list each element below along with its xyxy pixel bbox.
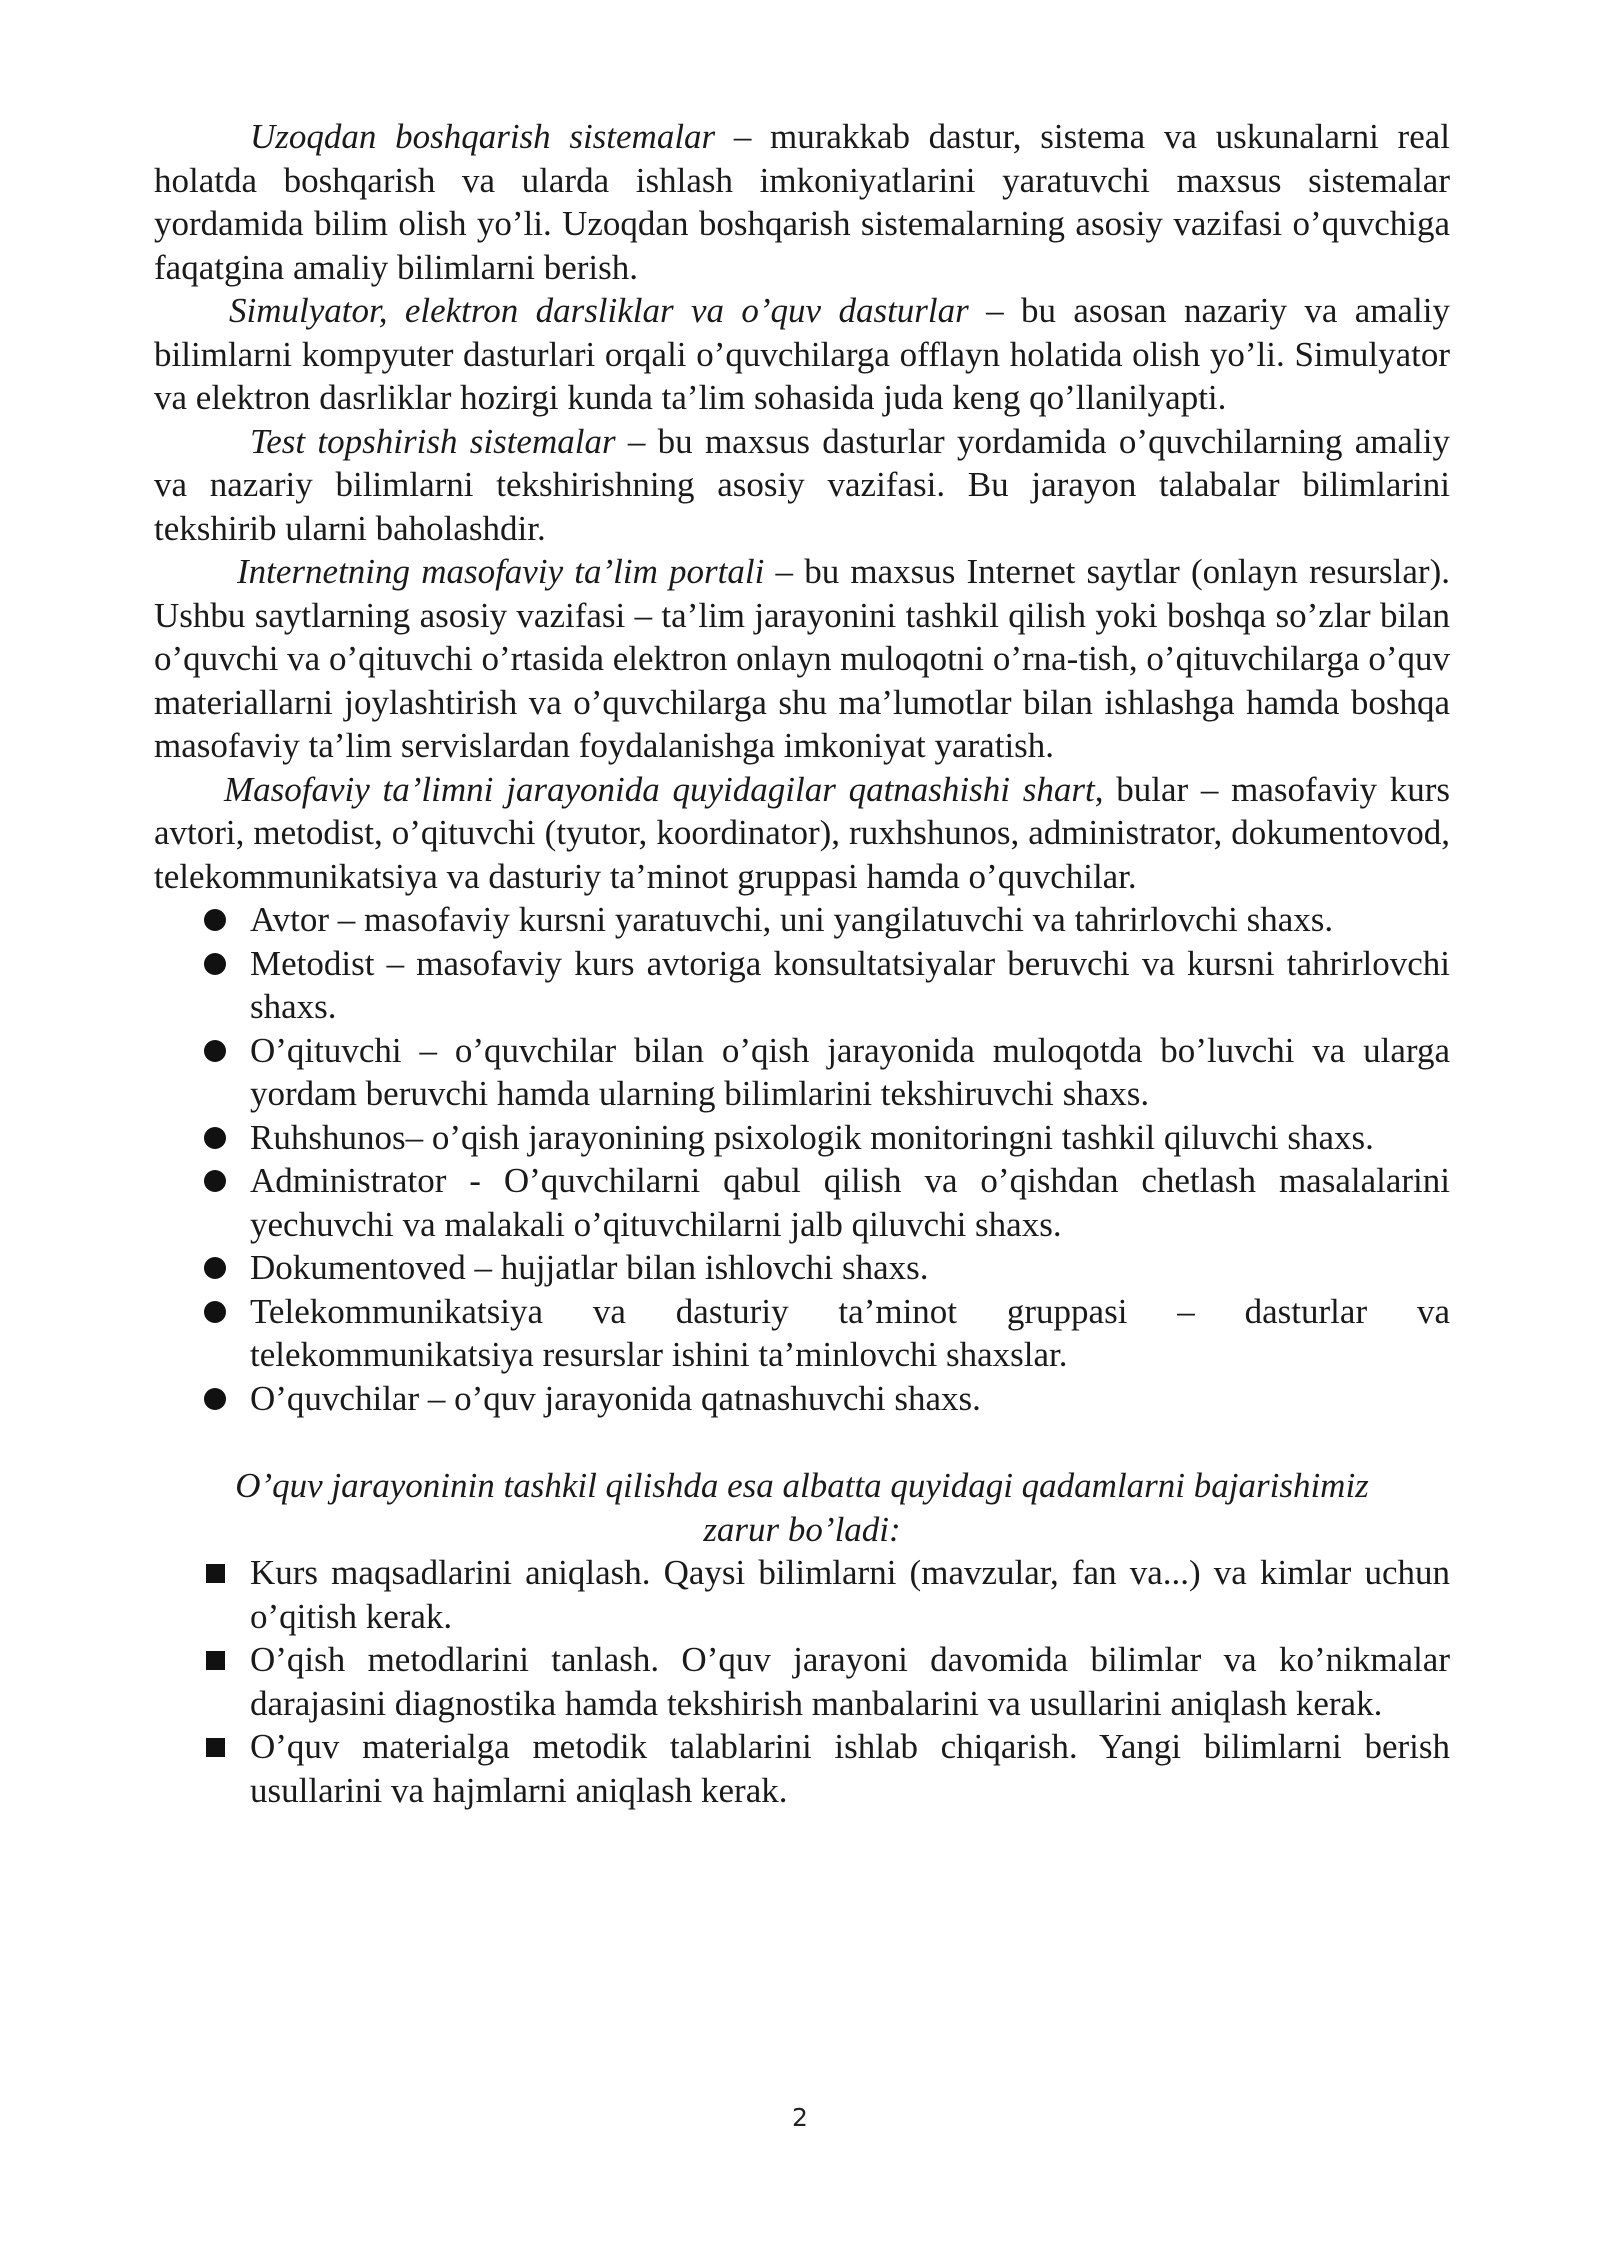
list-item (154, 1290, 1450, 1377)
participants-list (154, 898, 1450, 1420)
list-item-text: Avtor – masofaviy kursni yaratuvchi, uni yangilatuvchi va tahrirlovchi shaxs. (250, 900, 1334, 939)
list-item (154, 898, 1450, 942)
list-item-text: Administrator - O’quvchilarni qabul qilish va o’qishdan chetlash masalalarini yechuvchi va malakali o’qituvchilarni jalb qiluvchi shaxs. (250, 1161, 1450, 1244)
bullet-dot-icon (204, 1301, 226, 1323)
term-distance-portal: Internetning masofaviy ta’lim portali (237, 552, 765, 591)
steps-heading (154, 1464, 1450, 1551)
list-item-text: O’quvchilar – o’quv jarayonida qatnashuvchi shaxs. (250, 1378, 981, 1418)
paragraph-distance-portal (154, 550, 1450, 768)
list-item (154, 1116, 1450, 1160)
definition-distance-portal: – bu maxsus Internet saytlar (onlayn resurslar). Ushbu saytlarning asosiy vazifasi – ta’lim jarayonini tashkil qilish yoki boshqa so’zlar bilan o’quvchi va o’qituvchi o’rtasida elektron onlayn muloqotni o’rna-tish, o’qituvchilarga o’quv materiallarni joylashtirish va o’quvchilarga shu ma’lumotlar bilan ishlashga hamda boshqa masofaviy ta’lim servislardan foydalanishga imkoniyat yaratish. (154, 552, 1450, 765)
paragraph-remote-control-systems (154, 115, 1450, 289)
steps-heading-line-1: O’quv jarayoninin tashkil qilishda esa albatta quyidagi qadamlarni bajarishimiz (235, 1466, 1369, 1505)
list-item (154, 942, 1450, 1029)
bullet-dot-icon (204, 1040, 226, 1062)
bullet-square-icon (206, 1564, 225, 1583)
steps-heading-line-2: zarur bo’ladi: (703, 1509, 901, 1549)
list-item (154, 1377, 1450, 1421)
definition-remote-control-systems: – murakkab dastur, sistema va uskunalarni real holatda boshqarish va ularda ishlash imkoniyatlarini yaratuvchi maxsus sistemalar yordamida bilim olish yo’li. Uzoqdan boshqarish sistemalarning asosiy vazifasi o’quvchiga faqatgina amaliy bilimlarni berish. (154, 117, 1451, 287)
paragraph-simulators (154, 289, 1450, 420)
bullet-dot-icon (204, 1388, 226, 1410)
list-item (154, 1725, 1450, 1812)
term-test-systems: Test topshirish sistemalar (250, 421, 616, 461)
paragraph-participants-intro (154, 768, 1450, 899)
bullet-dot-icon (204, 1127, 226, 1149)
list-item-text: Telekommunikatsiya va dasturiy ta’minot gruppasi – dasturlar va telekommunikatsiya resurslar ishini ta’minlovchi shaxslar. (250, 1291, 1450, 1374)
list-item (154, 1029, 1450, 1116)
list-item-text: Kurs maqsadlarini aniqlash. Qaysi bilimlarni (mavzular, fan va...) va kimlar uchun o’qitish kerak. (250, 1553, 1450, 1636)
list-item-text: Ruhshunos– o’qish jarayonining psixologik monitoringni tashkil qiluvchi shaxs. (250, 1117, 1374, 1157)
page-number: 2 (792, 2103, 808, 2132)
bullet-square-icon (206, 1651, 225, 1670)
definition-participants: , bular – masofaviy kurs avtori, metodist, o’qituvchi (tyutor, koordinator), ruxhshunos, administrator, dokumentovod, telekommunikatsiya va dasturiy ta’minot gruppasi hamda o’quvchilar. (154, 769, 1451, 896)
term-remote-control-systems: Uzoqdan boshqarish sistemalar (250, 117, 716, 156)
term-simulators: Simulyator, elektron darsliklar va o’quv dasturlar (229, 291, 969, 330)
list-item-text: O’qituvchi – o’quvchilar bilan o’qish jarayonida muloqotda bo’luvchi va ularga yordam beruvchi hamda ularning bilimlarini tekshiruvchi shaxs. (250, 1030, 1450, 1113)
list-item (154, 1551, 1450, 1638)
bullet-dot-icon (204, 953, 226, 975)
bullet-dot-icon (204, 909, 226, 931)
list-item-text: Dokumentoved – hujjatlar bilan ishlovchi shaxs. (250, 1248, 929, 1287)
definition-simulators: – bu asosan nazariy va amaliy bilimlarni kompyuter dasturlari orqali o’quvchilarga offlayn holatida olish yo’li. Simulyator va elektron dasrliklar hozirgi kunda ta’lim sohasida juda keng qo’llanilyapti. (154, 291, 1451, 417)
list-item (154, 1638, 1450, 1725)
list-item (154, 1246, 1450, 1290)
definition-test-systems: – bu maxsus dasturlar yordamida o’quvchilarning amaliy va nazariy bilimlarni tekshirishning asosiy vazifasi. Bu jarayon talabalar bilimlarini tekshirib ularni baholashdir. (154, 421, 1451, 548)
list-item-text: Metodist – masofaviy kurs avtoriga konsultatsiyalar beruvchi va kursni tahrirlovchi shaxs. (250, 943, 1450, 1026)
term-participants: Masofaviy ta’limni jarayonida quyidagilar qatnashishi shart (224, 769, 1095, 809)
list-item-text: O’quv materialga metodik talablarini ishlab chiqarish. Yangi bilimlarni berish usullarini va hajmlarni aniqlash kerak. (250, 1727, 1450, 1810)
bullet-dot-icon (204, 1257, 226, 1279)
paragraph-test-systems (154, 420, 1450, 551)
bullet-square-icon (206, 1738, 225, 1757)
steps-list (154, 1551, 1450, 1812)
bullet-dot-icon (204, 1170, 226, 1192)
document-page (154, 115, 1450, 1812)
list-item (154, 1159, 1450, 1246)
list-item-text: O’qish metodlarini tanlash. O’quv jarayoni davomida bilimlar va ko’nikmalar darajasini diagnostika hamda tekshirish manbalarini va usullarini aniqlash kerak. (250, 1640, 1450, 1723)
